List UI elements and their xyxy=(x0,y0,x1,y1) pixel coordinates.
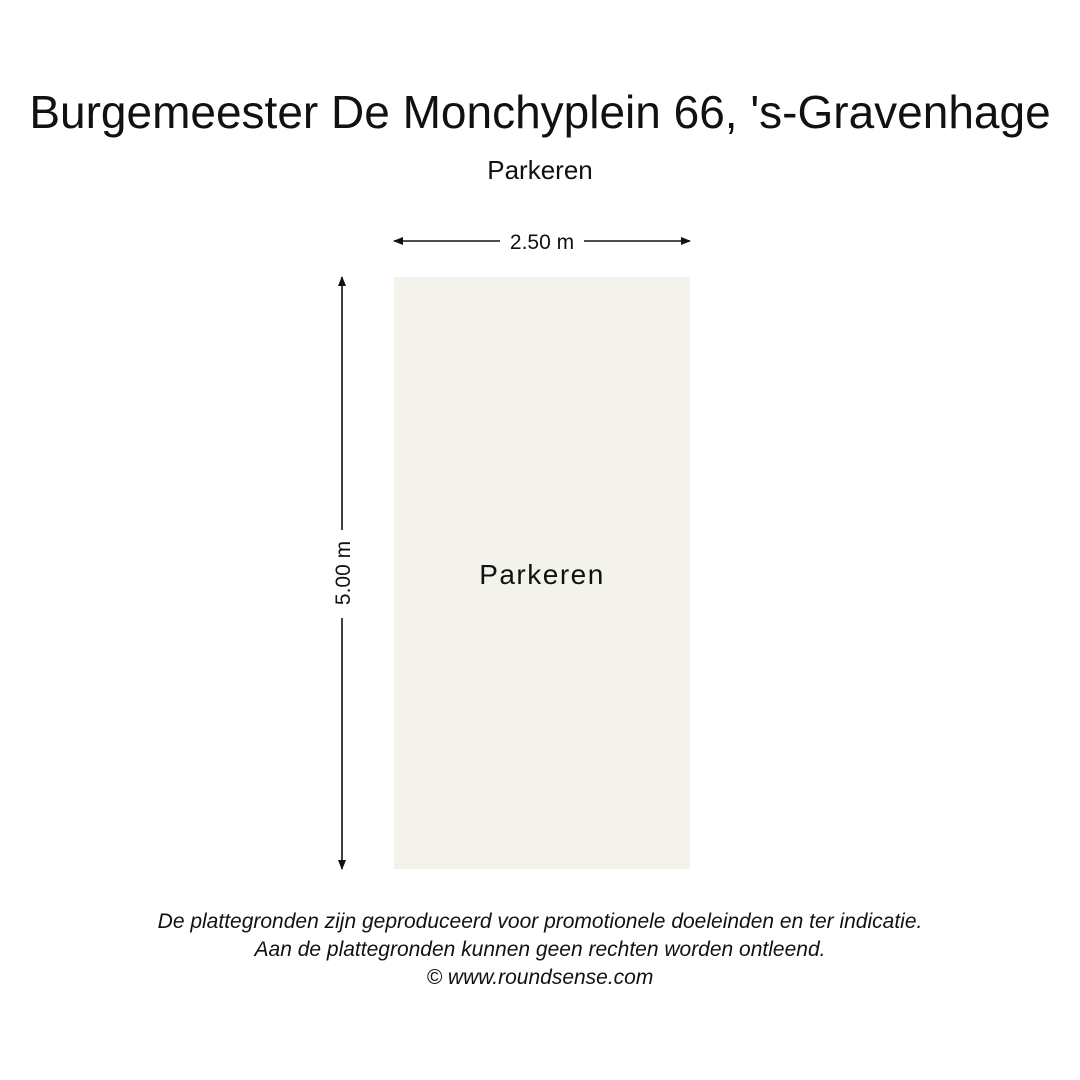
plan-title: Burgemeester De Monchyplein 66, 's-Gravenhage xyxy=(29,86,1051,138)
width-dimension xyxy=(394,231,690,254)
copyright-line: © www.roundsense.com xyxy=(426,966,654,989)
width-dimension-label: 2.50 m xyxy=(509,231,575,254)
height-dimension-label: 5.00 m xyxy=(332,540,355,606)
room-label: Parkeren xyxy=(479,559,605,590)
height-dimension xyxy=(332,277,355,869)
disclaimer-line-1: De plattegronden zijn geproduceerd voor promotionele doeleinden en ter indicatie. xyxy=(157,910,923,933)
plan-subtitle: Parkeren xyxy=(487,155,593,185)
disclaimer-line-2: Aan de plattegronden kunnen geen rechten worden ontleend. xyxy=(254,938,826,961)
disclaimer xyxy=(0,908,1080,992)
